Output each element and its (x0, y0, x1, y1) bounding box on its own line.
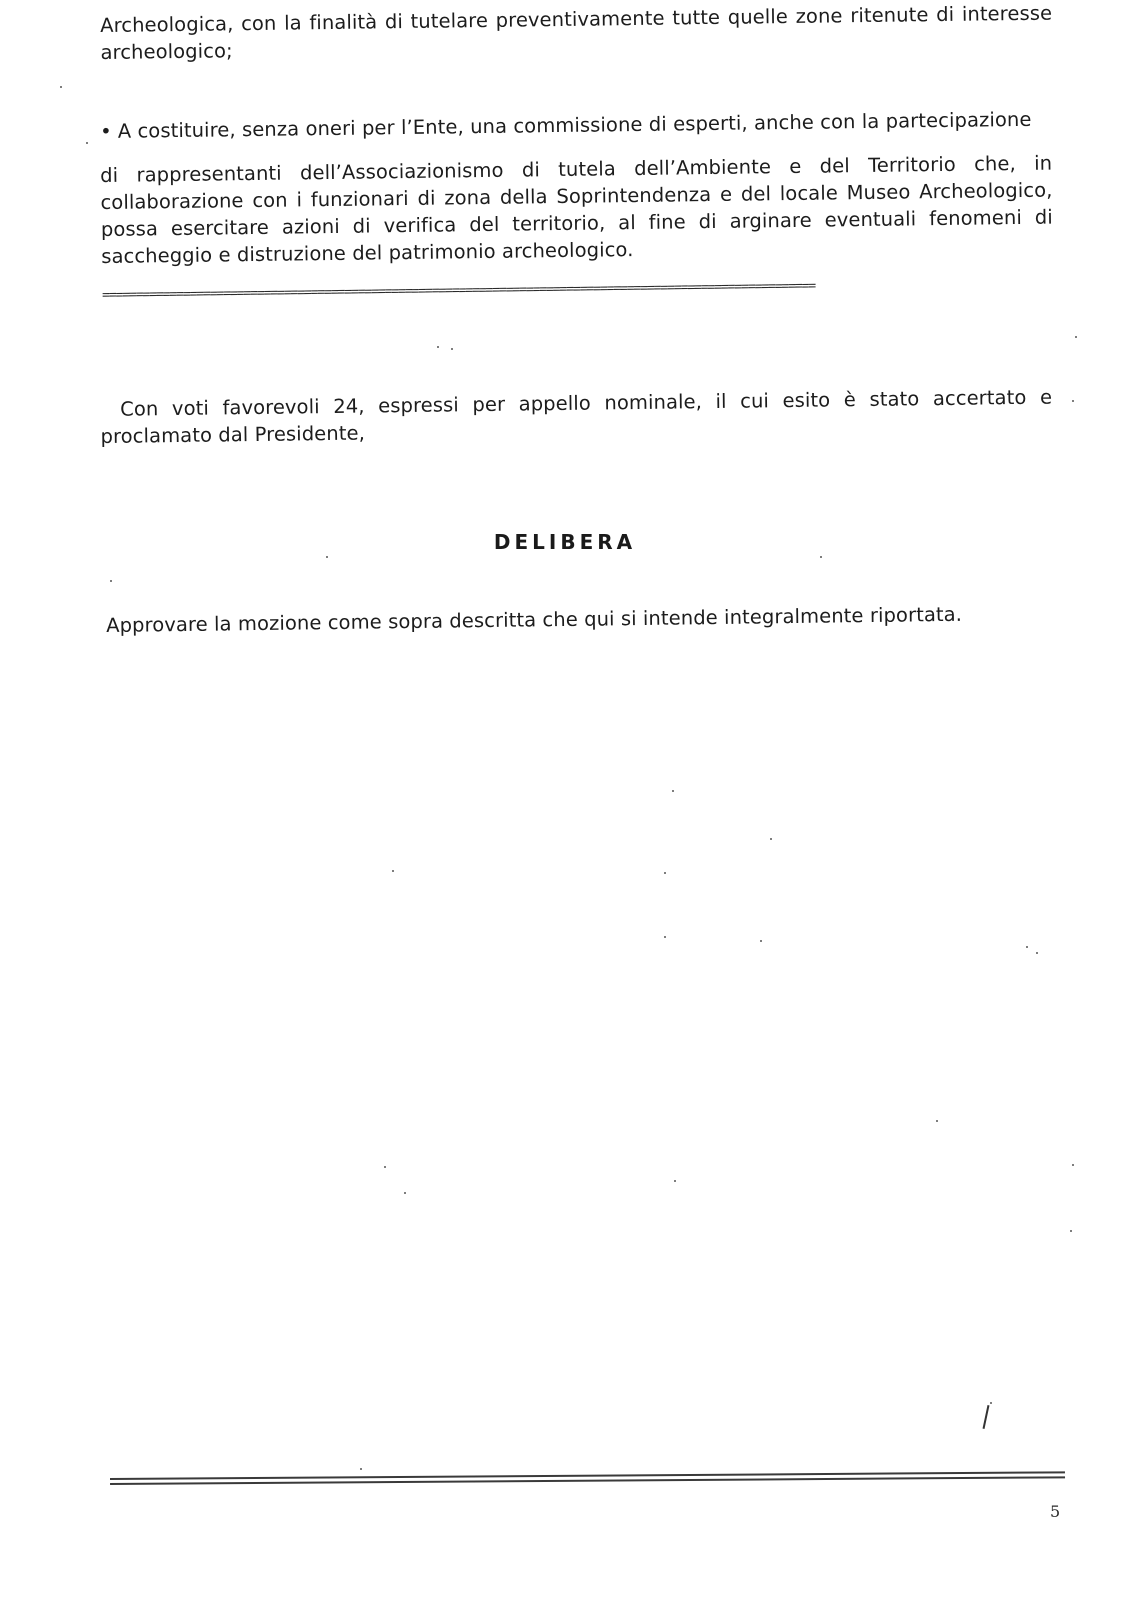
scan-speck (674, 1180, 676, 1182)
scan-speck (392, 870, 394, 872)
paragraph-approvare: Approvare la mozione come sopra descritta che qui si intende integralmente riportata. (106, 602, 963, 637)
scan-speck (936, 1120, 938, 1122)
scan-speck (760, 940, 762, 942)
scan-speck (384, 1166, 386, 1168)
bullet-icon: • (100, 119, 112, 143)
scan-speck (110, 580, 112, 582)
scan-speck (1072, 1164, 1074, 1166)
scan-speck (86, 142, 88, 144)
scan-speck (437, 346, 439, 348)
scan-speck (404, 1192, 406, 1194)
bullet-paragraph-commissione (100, 106, 1052, 145)
scan-speck (820, 556, 822, 558)
scan-speck (326, 556, 328, 558)
scan-speck (451, 348, 453, 350)
scan-speck (60, 86, 62, 88)
pen-mark (983, 1405, 990, 1429)
bullet-paragraph-text: A costituire, senza oneri per l’Ente, una commissione di esperti, anche con la partecipazione (117, 107, 1032, 143)
scan-speck (1026, 946, 1028, 948)
scan-speck (990, 1402, 992, 1404)
scan-speck (360, 1468, 362, 1470)
scan-speck (1075, 336, 1077, 338)
page-number: 5 (1050, 1502, 1061, 1521)
scan-speck (1072, 400, 1074, 402)
scan-speck (664, 872, 666, 874)
scan-speck (664, 936, 666, 938)
footer-double-rule (110, 1471, 1065, 1488)
heading-delibera: DELIBERA (493, 530, 637, 554)
scan-speck (672, 790, 674, 792)
scan-speck (1036, 952, 1038, 954)
paragraph-voti: Con voti favorevoli 24, espressi per appello nominale, il cui esito è stato accertato e proclamato dal Presidente, (100, 385, 1053, 448)
scan-speck (770, 838, 772, 840)
scan-speck (1070, 1230, 1072, 1232)
paragraph-archeologica: Archeologica, con la finalità di tutelare preventivamente tutte quelle zone ritenute di interesse archeologico; (100, 1, 1053, 64)
double-line-separator: ========================================================================================================== (102, 278, 816, 303)
paragraph-rappresentanti: di rappresentanti dell’Associazionismo di tutela dell’Ambiente e del Territorio che, in collaborazione con i funzionari di zona della Soprintendenza e del locale Museo Archeologico, possa esercitare azioni di verifica del territorio, al fine di arginare eventuali fenomeni di saccheggio e distruzione del patrimonio archeologico. (100, 151, 1053, 268)
